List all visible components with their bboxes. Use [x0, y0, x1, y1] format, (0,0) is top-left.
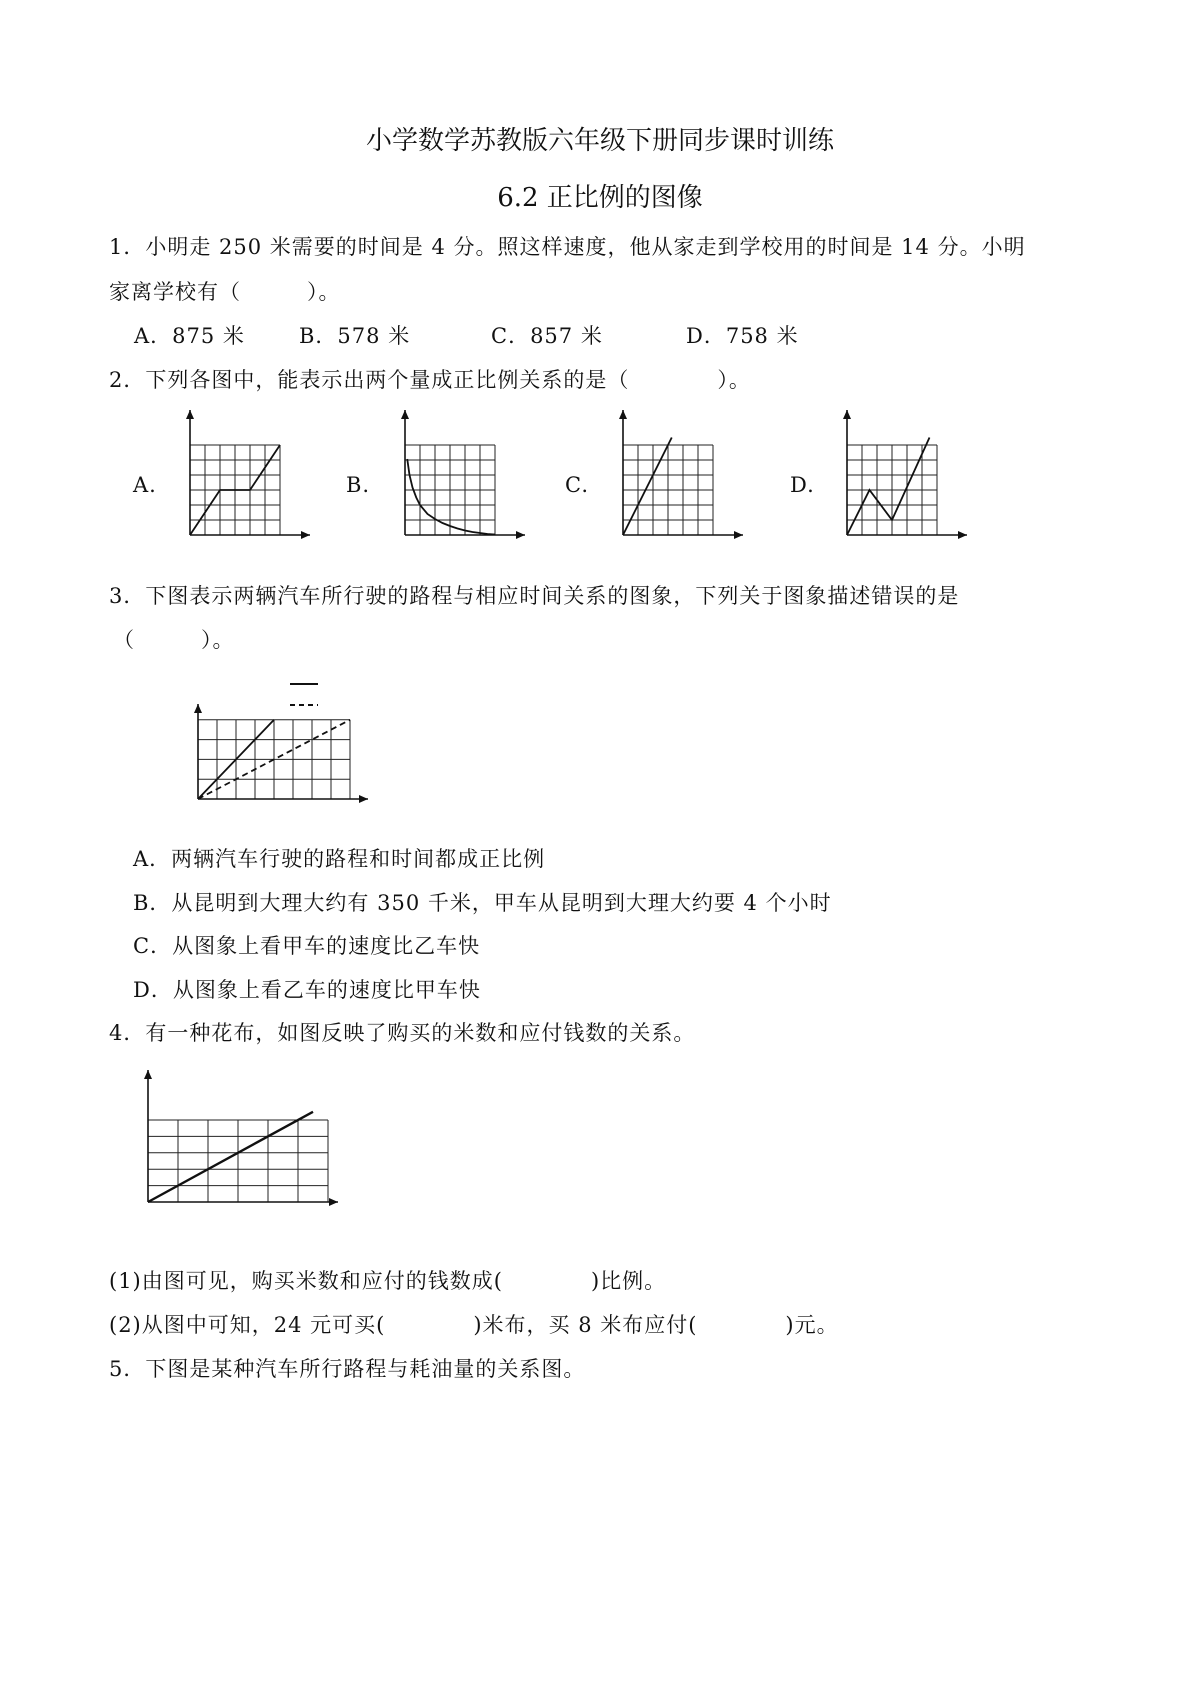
y-axis-arrow [843, 410, 851, 419]
x-axis-arrow [958, 531, 967, 539]
q2-chart-a [165, 405, 365, 560]
q2-chart-c [598, 405, 798, 560]
y-axis-arrow [401, 410, 409, 419]
q1-option-a: A．875 米 [134, 324, 245, 348]
y-axis-arrow [186, 410, 194, 419]
q1-stem-line1: 1．小明走 250 米需要的时间是 4 分。照这样速度，他从家走到学校用的时间是 14 分。小明 [109, 235, 1026, 259]
x-axis-arrow [359, 795, 368, 803]
q3-option-b: B．从昆明到大理大约有 350 千米，甲车从昆明到大理大约要 4 个小时 [133, 891, 832, 915]
q3-option-d: D．从图象上看乙车的速度比甲车快 [133, 978, 481, 1002]
q2-option-letter-a: A. [133, 473, 157, 497]
chart-grid [148, 1120, 328, 1202]
q4-stem: 4．有一种花布，如图反映了购买的米数和应付钱数的关系。 [109, 1021, 696, 1045]
q3-option-c: C．从图象上看甲车的速度比乙车快 [133, 934, 481, 958]
x-axis-arrow [301, 531, 310, 539]
section-title: 6.2 正比例的图像 [497, 183, 703, 213]
q1-option-d: D．758 米 [686, 324, 799, 348]
q1-option-b: B．578 米 [299, 324, 411, 348]
q3-stem-line1: 3．下图表示两辆汽车所行驶的路程与相应时间关系的图象，下列关于图象描述错误的是 [109, 584, 960, 608]
q2-chart-b [380, 405, 580, 560]
q4-sub2: (2)从图中可知，24 元可买( )米布，买 8 米布应付( )元。 [109, 1313, 839, 1337]
x-axis-arrow [516, 531, 525, 539]
y-axis-arrow [194, 704, 202, 713]
q2-chart-d [822, 405, 1022, 560]
q2-option-letter-b: B. [346, 473, 371, 497]
chart-grid [623, 445, 713, 535]
chart-grid [405, 445, 495, 535]
q2-stem: 2．下列各图中，能表示出两个量成正比例关系的是（ ）。 [109, 368, 751, 392]
x-axis-arrow [734, 531, 743, 539]
q1-stem-line2: 家离学校有（ ）。 [109, 280, 341, 304]
q3-option-a: A．两辆汽车行驶的路程和时间都成正比例 [133, 847, 546, 871]
q4-chart [110, 1060, 410, 1245]
q5-stem: 5．下图是某种汽车所行路程与耗油量的关系图。 [109, 1357, 586, 1381]
document-title: 小学数学苏教版六年级下册同步课时训练 [365, 126, 834, 156]
y-axis-arrow [619, 410, 627, 419]
q4-sub1: (1)由图可见，购买米数和应付的钱数成( )比例。 [109, 1269, 667, 1293]
series-line-1 [148, 1112, 313, 1202]
q3-chart [160, 672, 430, 822]
q3-stem-line2: （ ）。 [113, 628, 235, 652]
q2-option-letter-d: D. [790, 473, 815, 497]
q1-option-c: C．857 米 [491, 324, 603, 348]
q2-option-letter-c: C. [565, 473, 589, 497]
y-axis-arrow [144, 1070, 152, 1079]
x-axis-arrow [329, 1198, 338, 1206]
